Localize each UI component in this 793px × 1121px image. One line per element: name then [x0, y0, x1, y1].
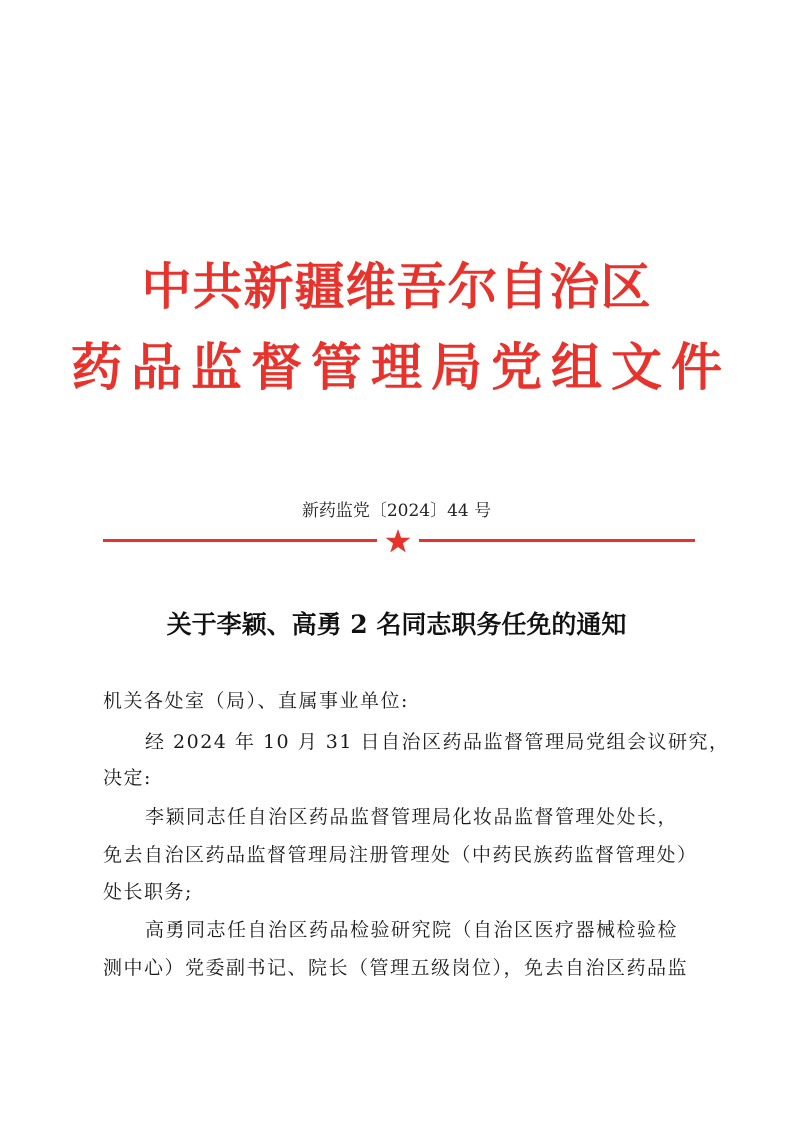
divider-right-rule — [419, 539, 695, 542]
star-icon — [385, 528, 411, 554]
document-title: 关于李颖、高勇 2 名同志职务任免的通知 — [166, 610, 627, 639]
addressee-line: 机关各处室（局）、直属事业单位: — [103, 690, 409, 712]
divider-left-rule — [103, 539, 377, 542]
body-line: 决定: — [103, 767, 152, 789]
body-line: 测中心）党委副书记、院长（管理五级岗位），免去自治区药品监 — [103, 957, 689, 979]
body-line: 免去自治区药品监督管理局注册管理处（中药民族药监督管理处） — [103, 844, 698, 866]
body-line: 处长职务; — [103, 881, 193, 903]
header-line-1: 中共新疆维吾尔自治区 — [141, 257, 652, 316]
body-line: 高勇同志任自治区药品检验研究院（自治区医疗器械检验检 — [145, 919, 679, 941]
document-number: 新药监党〔2024〕44 号 — [301, 501, 492, 521]
body-line: 经 2024 年 10 月 31 日自治区药品监督管理局党组会议研究， — [145, 731, 730, 753]
body-line: 李颖同志任自治区药品监督管理局化妆品监督管理处处长， — [145, 806, 679, 828]
header-line-2: 药品监督管理局党组文件 — [70, 338, 731, 398]
